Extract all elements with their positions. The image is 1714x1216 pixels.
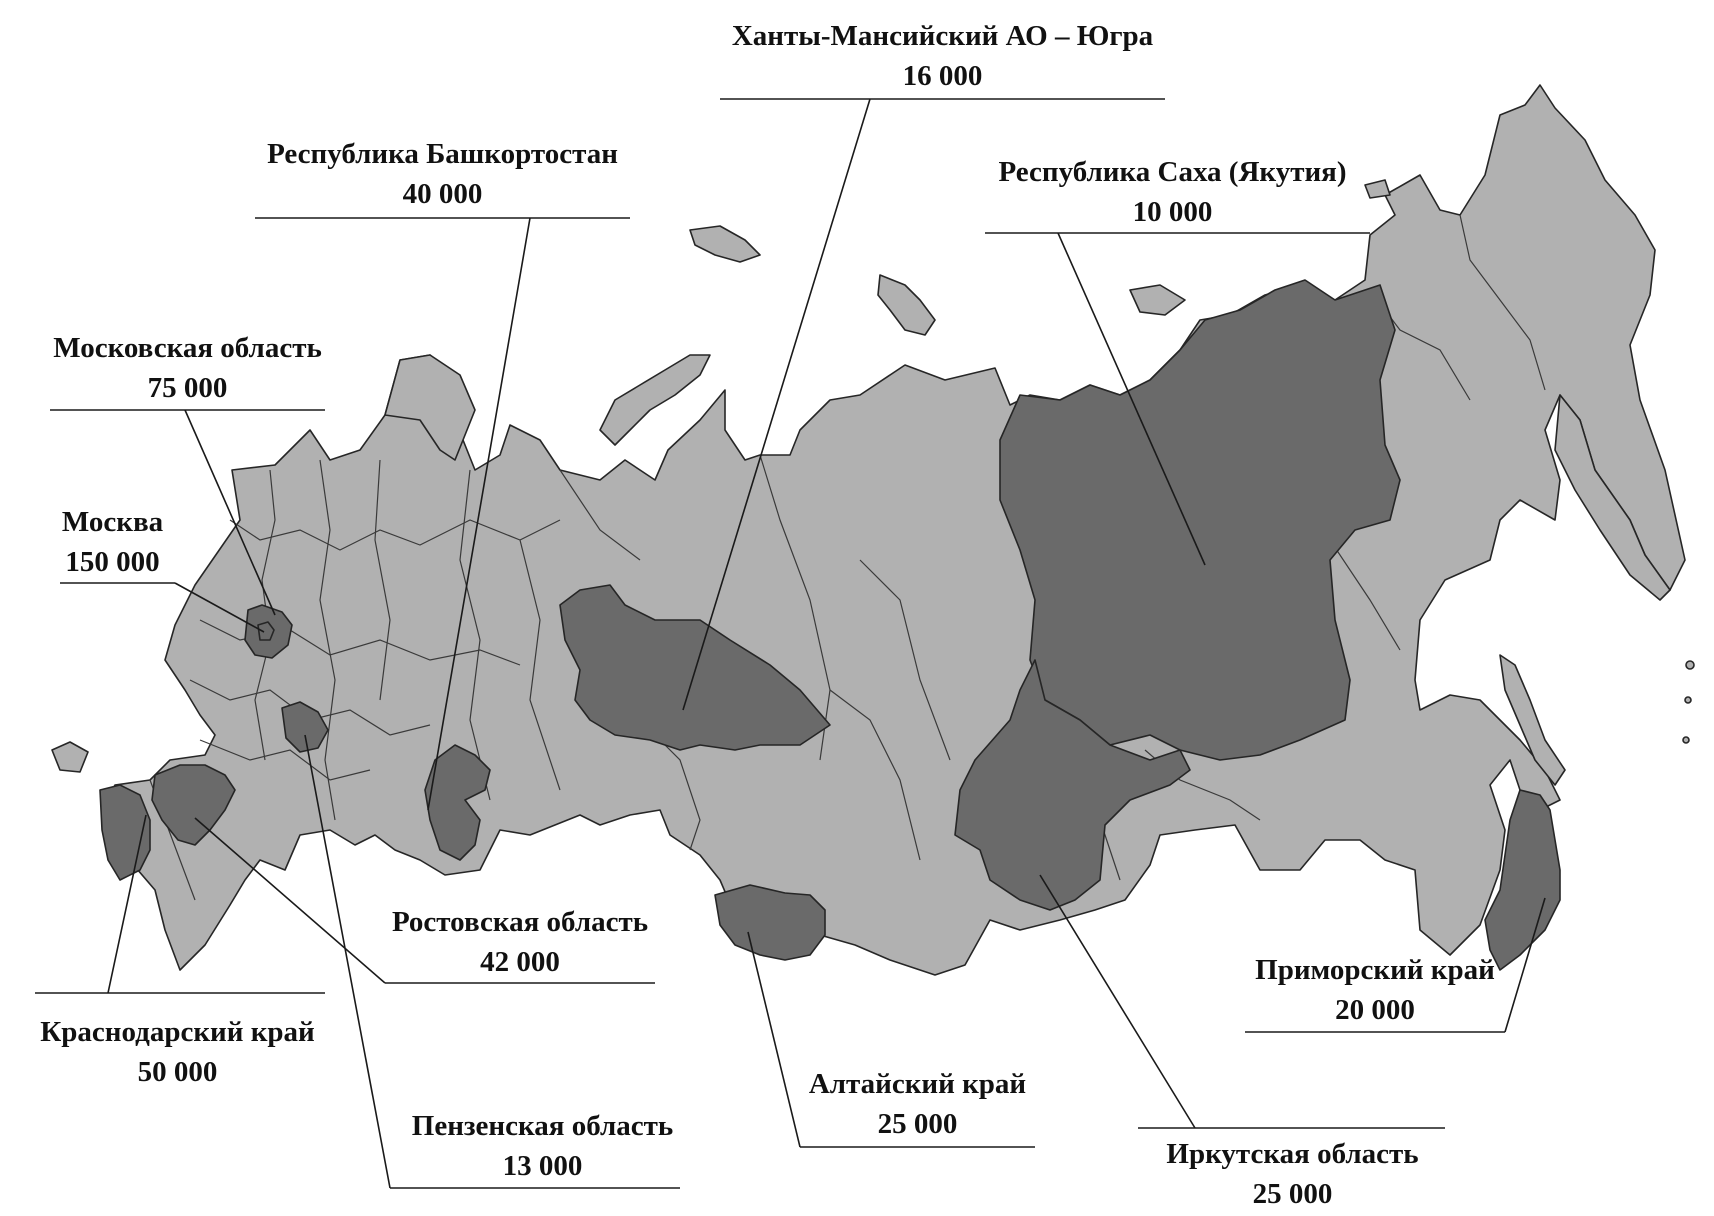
label-moscow [45,502,180,582]
region-altai [715,885,825,960]
label-krasnodar [20,1012,335,1092]
label-khmao-name: Ханты-Мансийский АО – Югра [731,20,1154,52]
label-khmao [720,16,1165,96]
label-rostov-value: 42 000 [480,946,560,978]
region-yakutia [1000,280,1400,760]
label-irkutsk-name: Иркутская область [1166,1138,1419,1170]
kuril-island-2 [1685,697,1691,703]
label-moscow-name: Москва [61,506,164,538]
label-moscow-value: 150 000 [65,546,160,578]
label-yakutia-name: Республика Саха (Якутия) [998,156,1347,188]
label-altai-name: Алтайский край [808,1068,1027,1100]
kuril-island-3 [1683,737,1689,743]
label-penza-name: Пензенская область [411,1110,674,1142]
leader-irkutsk [1040,875,1195,1128]
label-moscow-oblast-value: 75 000 [147,372,228,404]
label-penza [385,1106,700,1186]
label-altai-value: 25 000 [877,1108,958,1140]
label-krasnodar-name: Краснодарский край [40,1016,315,1048]
label-bashkortostan-name: Республика Башкортостан [267,138,618,170]
new-siberian-islands [1130,285,1185,315]
label-primorsky-value: 20 000 [1335,994,1415,1026]
label-moscow-oblast-name: Московская область [53,332,322,364]
label-irkutsk [1140,1134,1445,1214]
label-khmao-value: 16 000 [902,60,983,92]
label-penza-value: 13 000 [502,1150,583,1182]
label-irkutsk-value: 25 000 [1252,1178,1333,1210]
kaliningrad [52,742,88,772]
leader-altai [748,932,800,1147]
label-krasnodar-value: 50 000 [137,1056,218,1088]
label-bashkortostan-value: 40 000 [402,178,483,210]
label-bashkortostan [255,134,630,214]
label-moscow-oblast [30,328,345,408]
severnaya-zemlya [878,275,935,335]
label-rostov-name: Ростовская область [391,906,649,938]
label-rostov [375,902,665,982]
franz-josef-land [690,226,760,262]
label-yakutia [975,152,1370,232]
label-primorsky-name: Приморский край [1255,954,1495,986]
kuril-island-1 [1686,661,1694,669]
label-yakutia-value: 10 000 [1132,196,1213,228]
label-primorsky [1225,950,1525,1030]
label-altai [795,1064,1040,1144]
